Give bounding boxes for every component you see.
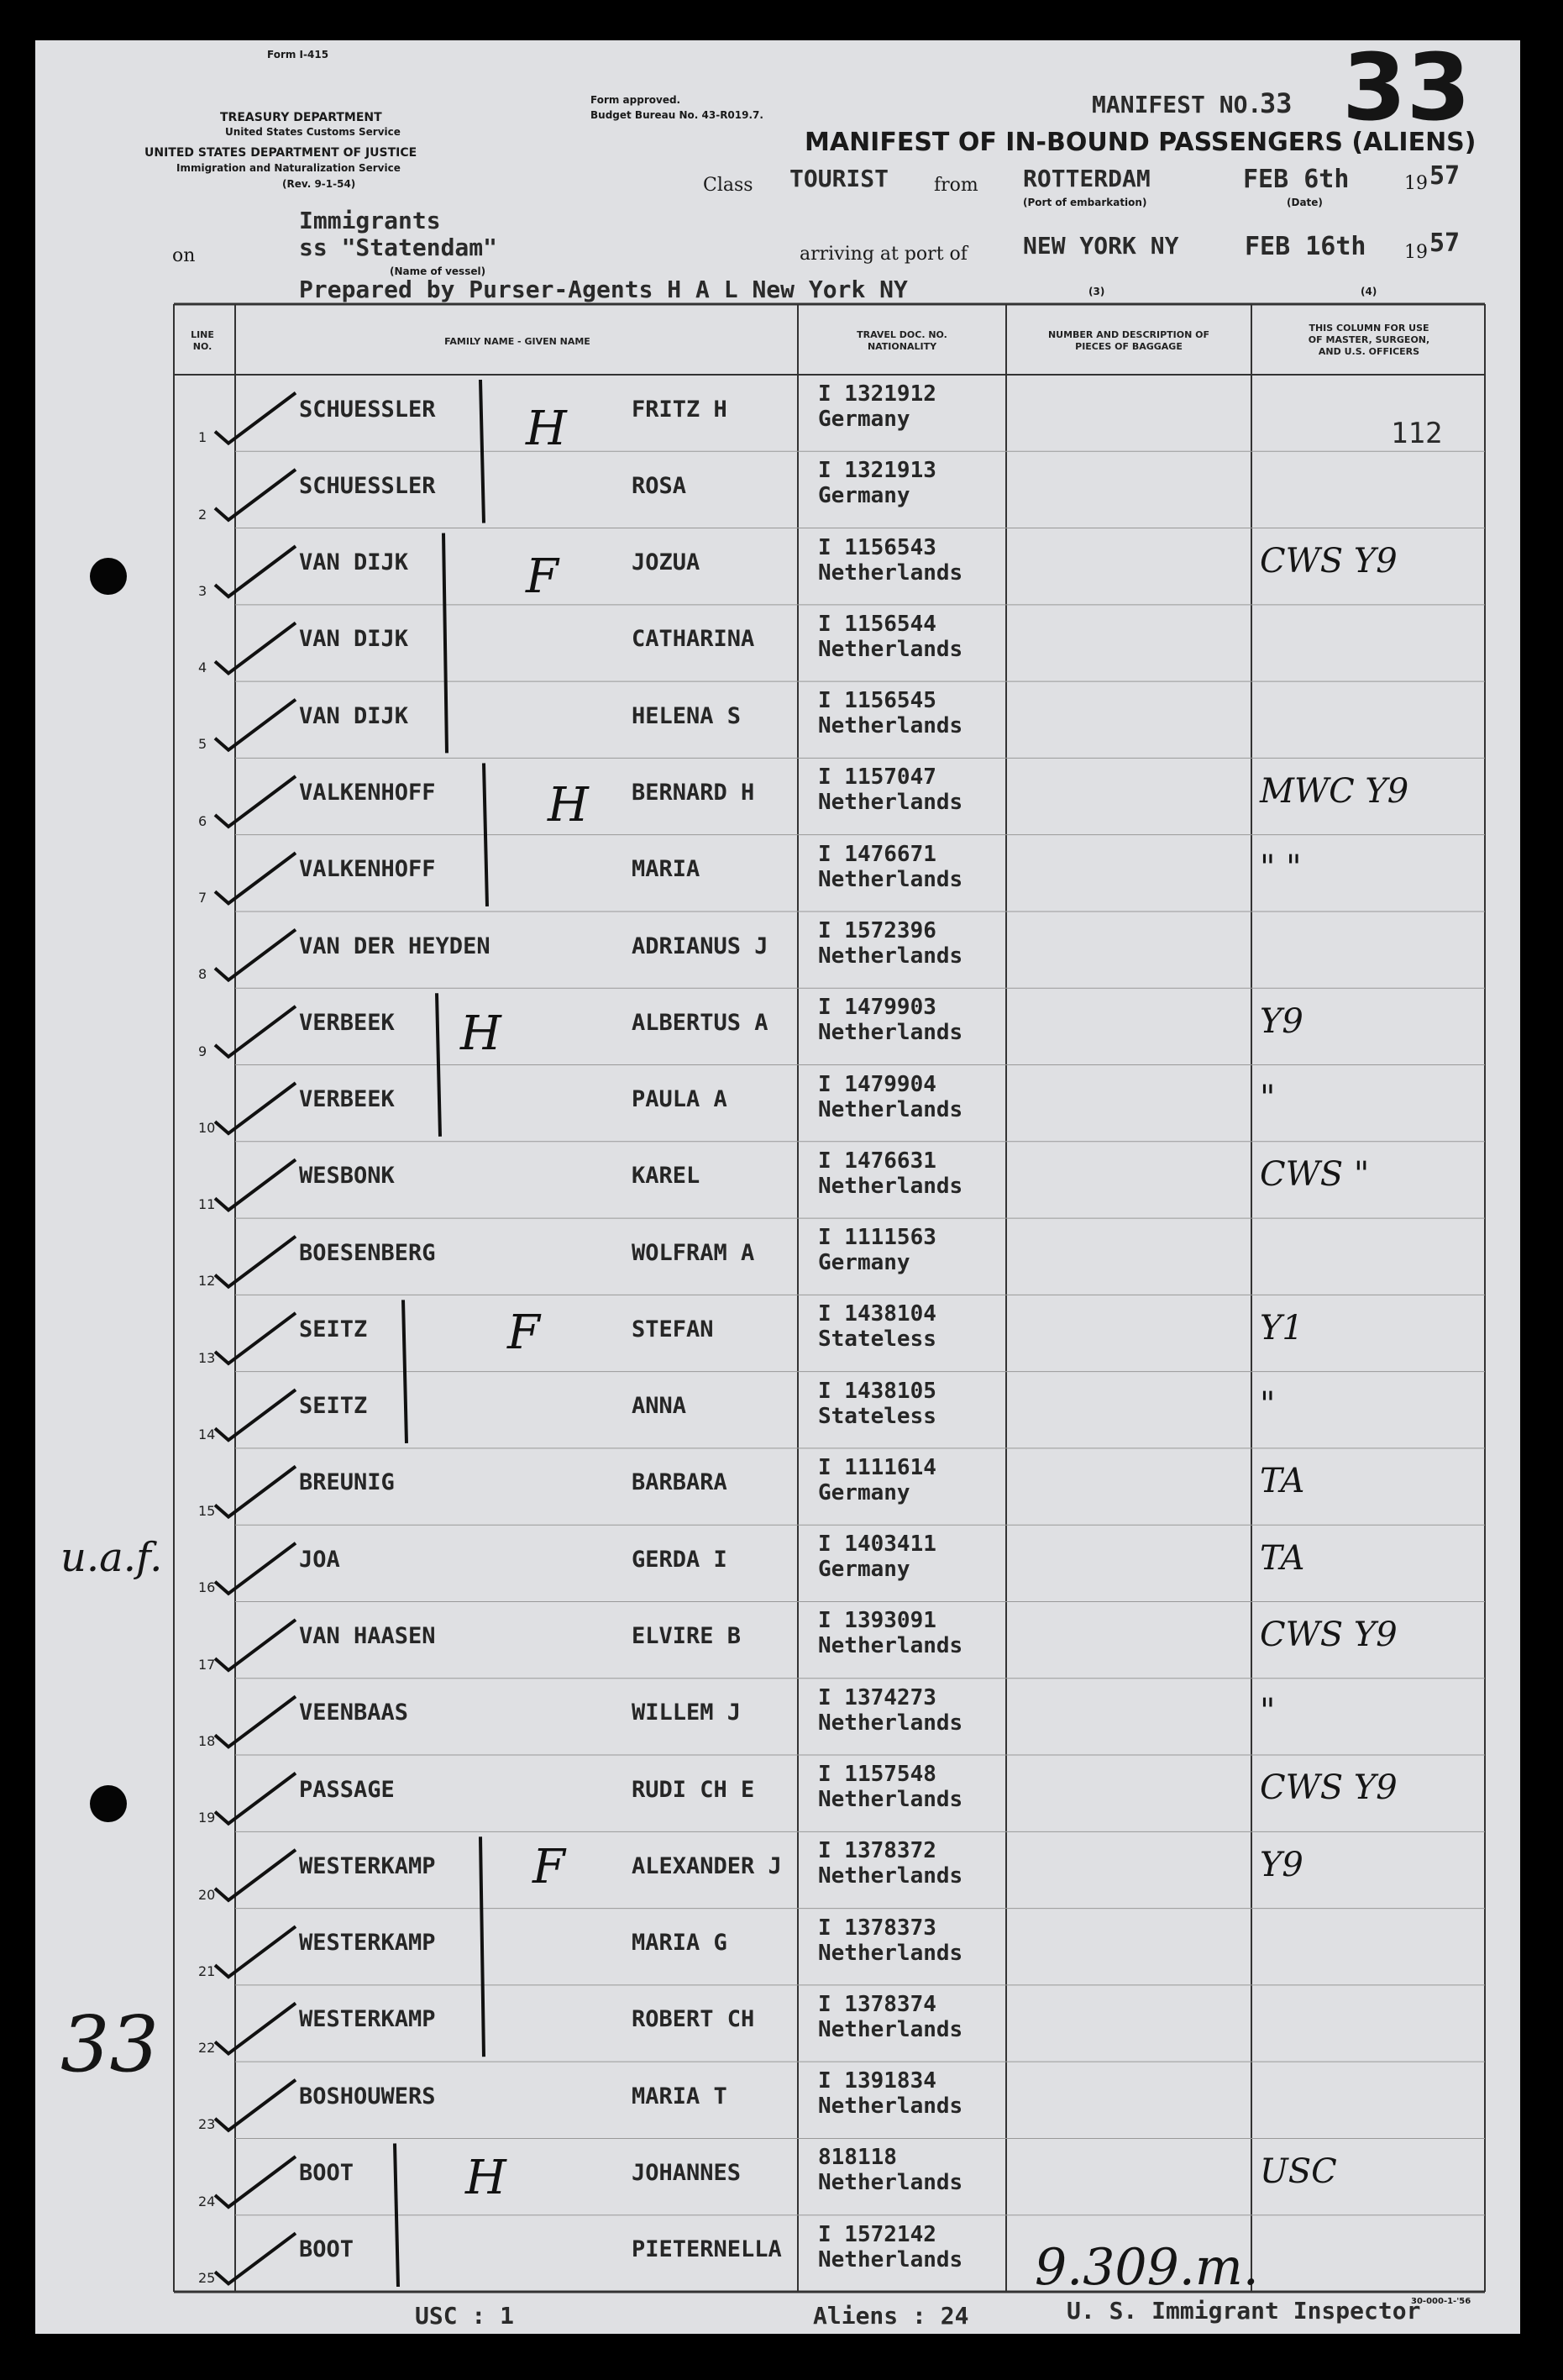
immigration-service: Immigration and Naturalization Service	[176, 162, 401, 174]
family-bracket	[443, 533, 447, 754]
nationality: Germany	[818, 1479, 910, 1505]
footer-usc-count: USC : 1	[415, 2302, 515, 2330]
officer-note: Y9	[1260, 1001, 1303, 1041]
nationality: Netherlands	[818, 2094, 963, 2120]
family-name: VAN HAASEN	[299, 1623, 436, 1650]
check-mark-icon	[215, 2233, 296, 2283]
signature-code: 9.309.m.	[1035, 2238, 1259, 2297]
given-name: ANNA	[632, 1393, 687, 1420]
travel-doc-number: I 1572142	[818, 2221, 936, 2247]
given-name: MARIA G	[632, 1930, 727, 1957]
travel-doc-number: I 1403411	[818, 1532, 936, 1558]
travel-doc-number: I 1156543	[818, 534, 936, 560]
line-number: 9	[198, 1043, 207, 1059]
check-mark-icon	[215, 853, 296, 903]
family-mark: H	[548, 778, 589, 833]
date-caption: (Date)	[1287, 197, 1323, 208]
margin-note: u.a.f.	[60, 1534, 163, 1581]
column-header-travel-doc: TRAVEL DOC. NO. NATIONALITY	[857, 329, 947, 352]
line-number: 19	[198, 1810, 216, 1826]
family-name: WESTERKAMP	[299, 2006, 436, 2033]
nationality: Stateless	[818, 1327, 936, 1353]
given-name: JOHANNES	[632, 2159, 742, 2186]
check-mark-icon	[215, 2003, 296, 2053]
line-number: 7	[198, 889, 207, 906]
immigrants-label: Immigrants	[299, 207, 441, 234]
line-number: 21	[198, 1962, 216, 1979]
travel-doc-number: I 1156544	[818, 611, 936, 637]
nationality: Netherlands	[818, 636, 963, 662]
vessel-name: ss "Statendam"	[299, 234, 498, 261]
given-name: BARBARA	[632, 1469, 727, 1496]
class-value: TOURIST	[789, 165, 889, 192]
check-mark-icon	[215, 1850, 296, 1900]
travel-doc-number: I 1479903	[818, 995, 936, 1021]
year-prefix-1: 19	[1404, 173, 1428, 194]
justice-department: UNITED STATES DEPARTMENT OF JUSTICE	[144, 146, 417, 160]
given-name: ROSA	[632, 472, 687, 499]
print-code: 30-000-1-'56	[1411, 2297, 1471, 2306]
nationality: Germany	[818, 1250, 910, 1276]
travel-doc-number: I 1572396	[818, 917, 936, 943]
travel-doc-number: I 1111563	[818, 1225, 936, 1251]
page-count: 112	[1391, 417, 1443, 450]
officer-note: Y1	[1260, 1308, 1303, 1348]
given-name: FRITZ H	[632, 396, 727, 423]
family-name: BOOT	[299, 2236, 354, 2263]
check-mark-icon	[215, 930, 296, 980]
check-mark-icon	[215, 623, 296, 673]
travel-doc-number: I 1321913	[818, 458, 936, 484]
line-number: 10	[198, 1119, 216, 1136]
travel-doc-number: I 1378374	[818, 1991, 936, 2017]
nationality: Netherlands	[818, 1863, 963, 1889]
year-prefix-2: 19	[1404, 242, 1428, 263]
given-name: MARIA	[632, 856, 700, 883]
nationality: Netherlands	[818, 1020, 963, 1046]
family-mark: H	[465, 2151, 506, 2205]
officer-note: TA	[1260, 1538, 1305, 1578]
nationality: Netherlands	[818, 1710, 963, 1736]
family-mark: H	[526, 402, 567, 456]
family-name: VAN DIJK	[299, 702, 409, 729]
check-mark-icon	[215, 470, 296, 520]
check-mark-icon	[215, 1006, 296, 1057]
line-number: 12	[198, 1273, 216, 1290]
column-3-marker: (3)	[1088, 286, 1105, 297]
line-number: 20	[198, 1886, 216, 1903]
nationality: Germany	[818, 1557, 910, 1583]
manifest-number: 33	[1260, 87, 1293, 119]
family-bracket	[403, 1300, 406, 1443]
departure-year: 57	[1429, 161, 1461, 191]
column-header-name: FAMILY NAME - GIVEN NAME	[444, 336, 590, 347]
travel-doc-number: I 1476631	[818, 1148, 936, 1174]
given-name: HELENA S	[632, 702, 742, 729]
travel-doc-number: I 1378373	[818, 1915, 936, 1941]
officer-note: CWS Y9	[1260, 1768, 1398, 1808]
family-name: BOSHOUWERS	[299, 2083, 436, 2109]
nationality: Germany	[818, 483, 910, 509]
officer-note: "	[1260, 1078, 1276, 1117]
manifest-title: MANIFEST OF IN-BOUND PASSENGERS (ALIENS)	[805, 128, 1476, 157]
travel-doc-number: I 1476671	[818, 841, 936, 867]
column-header-officers: THIS COLUMN FOR USE OF MASTER, SURGEON, AND U.S. OFFICERS	[1308, 323, 1430, 357]
line-number: 1	[198, 429, 207, 446]
check-mark-icon	[215, 393, 296, 444]
line-number: 8	[198, 966, 207, 983]
line-number: 23	[198, 2116, 216, 2133]
family-name: VALKENHOFF	[299, 856, 436, 883]
arriving-label: arriving at port of	[800, 244, 968, 265]
given-name: STEFAN	[632, 1316, 714, 1342]
treasury-department: TREASURY DEPARTMENT	[220, 111, 382, 124]
nationality: Netherlands	[818, 560, 963, 586]
line-number: 15	[198, 1503, 216, 1520]
family-name: SEITZ	[299, 1393, 368, 1420]
prepared-by: Prepared by Purser-Agents H A L New York NY	[299, 276, 908, 303]
line-number: 16	[198, 1579, 216, 1596]
family-bracket	[480, 1836, 484, 2057]
on-label: on	[172, 245, 196, 266]
class-label: Class	[703, 175, 753, 196]
check-mark-icon	[215, 1926, 296, 1977]
nationality: Netherlands	[818, 790, 963, 816]
check-mark-icon	[215, 2157, 296, 2207]
given-name: WILLEM J	[632, 1700, 742, 1726]
family-name: WESTERKAMP	[299, 1930, 436, 1957]
officer-note: " "	[1260, 848, 1302, 888]
port-embarkation-caption: (Port of embarkation)	[1023, 197, 1147, 208]
column-header-baggage: NUMBER AND DESCRIPTION OF PIECES OF BAGGAGE	[1047, 329, 1210, 352]
officer-note: CWS Y9	[1260, 541, 1398, 581]
travel-doc-number: I 1393091	[818, 1608, 936, 1634]
nationality: Germany	[818, 407, 910, 432]
check-mark-icon	[215, 546, 296, 596]
check-mark-icon	[215, 1159, 296, 1210]
margin-number: 33	[60, 1999, 160, 2089]
line-number: 24	[198, 2193, 216, 2209]
officer-note: CWS Y9	[1260, 1615, 1398, 1654]
travel-doc-number: I 1111614	[818, 1454, 936, 1480]
officer-note: USC	[1260, 2151, 1337, 2191]
nationality: Netherlands	[818, 1096, 963, 1122]
family-name: VAN DIJK	[299, 626, 409, 653]
check-mark-icon	[215, 776, 296, 827]
check-mark-icon	[215, 1390, 296, 1440]
nationality: Netherlands	[818, 1940, 963, 1966]
travel-doc-number: I 1438105	[818, 1378, 936, 1404]
nationality: Netherlands	[818, 2246, 963, 2272]
line-number: 6	[198, 812, 207, 829]
footer-aliens-count: Aliens : 24	[813, 2302, 969, 2330]
manifest-number-stamp: 33	[1342, 34, 1471, 141]
nationality: Netherlands	[818, 713, 963, 739]
check-mark-icon	[215, 1696, 296, 1747]
check-mark-icon	[215, 1773, 296, 1824]
family-name: WESBONK	[299, 1163, 395, 1190]
travel-doc-number: I 1321912	[818, 381, 936, 407]
given-name: ALEXANDER J	[632, 1852, 782, 1879]
given-name: MARIA T	[632, 2083, 727, 2109]
family-name: VAN DER HEYDEN	[299, 933, 490, 959]
column-4-marker: (4)	[1361, 286, 1377, 297]
line-number: 17	[198, 1656, 216, 1673]
vessel-caption: (Name of vessel)	[390, 265, 486, 277]
line-number: 11	[198, 1196, 216, 1213]
family-mark: H	[460, 1006, 501, 1061]
given-name: JOZUA	[632, 549, 700, 576]
given-name: WOLFRAM A	[632, 1239, 755, 1266]
family-name: BOESENBERG	[299, 1239, 436, 1266]
officer-note: CWS "	[1260, 1155, 1370, 1195]
line-number: 3	[198, 582, 207, 599]
line-number: 22	[198, 2040, 216, 2057]
family-name: PASSAGE	[299, 1776, 395, 1803]
line-number: 2	[198, 506, 207, 523]
family-name: BREUNIG	[299, 1469, 395, 1496]
nationality: Netherlands	[818, 2016, 963, 2042]
family-name: SEITZ	[299, 1316, 368, 1342]
given-name: RUDI CH E	[632, 1776, 755, 1803]
family-mark: F	[532, 1840, 565, 1894]
nationality: Netherlands	[818, 1633, 963, 1659]
check-mark-icon	[215, 1543, 296, 1594]
check-mark-icon	[215, 1620, 296, 1670]
family-name: BOOT	[299, 2159, 354, 2186]
family-bracket	[437, 993, 440, 1137]
line-number: 14	[198, 1426, 216, 1442]
travel-doc-number: I 1378372	[818, 1838, 936, 1864]
family-name: VEENBAAS	[299, 1700, 409, 1726]
line-number: 25	[198, 2270, 216, 2286]
port-of-embarkation: ROTTERDAM	[1023, 165, 1151, 192]
given-name: PAULA A	[632, 1086, 727, 1113]
column-header-line-no: LINE NO.	[191, 329, 214, 352]
given-name: GERDA I	[632, 1546, 727, 1573]
given-name: ADRIANUS J	[632, 933, 768, 959]
line-number: 18	[198, 1733, 216, 1750]
given-name: BERNARD H	[632, 779, 755, 806]
line-number: 13	[198, 1349, 216, 1366]
check-mark-icon	[215, 700, 296, 750]
family-name: SCHUESSLER	[299, 472, 436, 499]
travel-doc-number: I 1438104	[818, 1301, 936, 1327]
given-name: KAREL	[632, 1163, 700, 1190]
arrival-port: NEW YORK NY	[1023, 232, 1179, 260]
family-name: VALKENHOFF	[299, 779, 436, 806]
footer-inspector: U. S. Immigrant Inspector	[1067, 2297, 1421, 2325]
form-number: Form I-415	[267, 49, 329, 60]
nationality: Netherlands	[818, 1173, 963, 1199]
check-mark-icon	[215, 1313, 296, 1363]
travel-doc-number: I 1391834	[818, 2068, 936, 2094]
officer-note: MWC Y9	[1260, 771, 1409, 811]
given-name: ALBERTUS A	[632, 1009, 768, 1036]
family-name: WESTERKAMP	[299, 1852, 436, 1879]
family-mark: F	[507, 1306, 540, 1360]
check-mark-icon	[215, 2080, 296, 2130]
nationality: Stateless	[818, 1403, 936, 1429]
family-name: JOA	[299, 1546, 340, 1573]
from-label: from	[934, 175, 978, 196]
travel-doc-number: I 1479904	[818, 1071, 936, 1097]
line-number: 4	[198, 659, 207, 676]
revision-date: (Rev. 9-1-54)	[282, 178, 356, 190]
check-mark-icon	[215, 1467, 296, 1517]
family-name: VERBEEK	[299, 1009, 395, 1036]
travel-doc-number: 818118	[818, 2145, 897, 2171]
officer-note: Y9	[1260, 1845, 1303, 1884]
line-number: 5	[198, 736, 207, 753]
family-name: VERBEEK	[299, 1086, 395, 1113]
arrival-date: FEB 16th	[1245, 232, 1366, 261]
family-bracket	[480, 380, 484, 523]
nationality: Netherlands	[818, 2170, 963, 2196]
family-mark: F	[526, 549, 559, 604]
officer-note: "	[1260, 1385, 1276, 1425]
form-approved: Form approved.	[590, 94, 681, 106]
manifest-label: MANIFEST NO.	[1092, 91, 1262, 118]
check-mark-icon	[215, 1237, 296, 1287]
officer-note: TA	[1260, 1462, 1305, 1501]
customs-service: United States Customs Service	[225, 126, 401, 138]
given-name: PIETERNELLA	[632, 2236, 782, 2263]
budget-bureau: Budget Bureau No. 43-R019.7.	[590, 109, 763, 121]
travel-doc-number: I 1157548	[818, 1762, 936, 1788]
check-mark-icon	[215, 1083, 296, 1133]
family-name: SCHUESSLER	[299, 396, 436, 423]
given-name: ROBERT CH	[632, 2006, 755, 2033]
travel-doc-number: I 1156545	[818, 688, 936, 714]
family-name: VAN DIJK	[299, 549, 409, 576]
given-name: CATHARINA	[632, 626, 755, 653]
arrival-year: 57	[1429, 229, 1461, 258]
family-bracket	[395, 2143, 398, 2287]
nationality: Netherlands	[818, 1787, 963, 1813]
travel-doc-number: I 1157047	[818, 764, 936, 791]
nationality: Netherlands	[818, 866, 963, 892]
given-name: ELVIRE B	[632, 1623, 742, 1650]
family-bracket	[484, 763, 487, 906]
departure-date: FEB 6th	[1243, 165, 1350, 194]
officer-note: "	[1260, 1692, 1276, 1731]
nationality: Netherlands	[818, 943, 963, 969]
travel-doc-number: I 1374273	[818, 1684, 936, 1710]
